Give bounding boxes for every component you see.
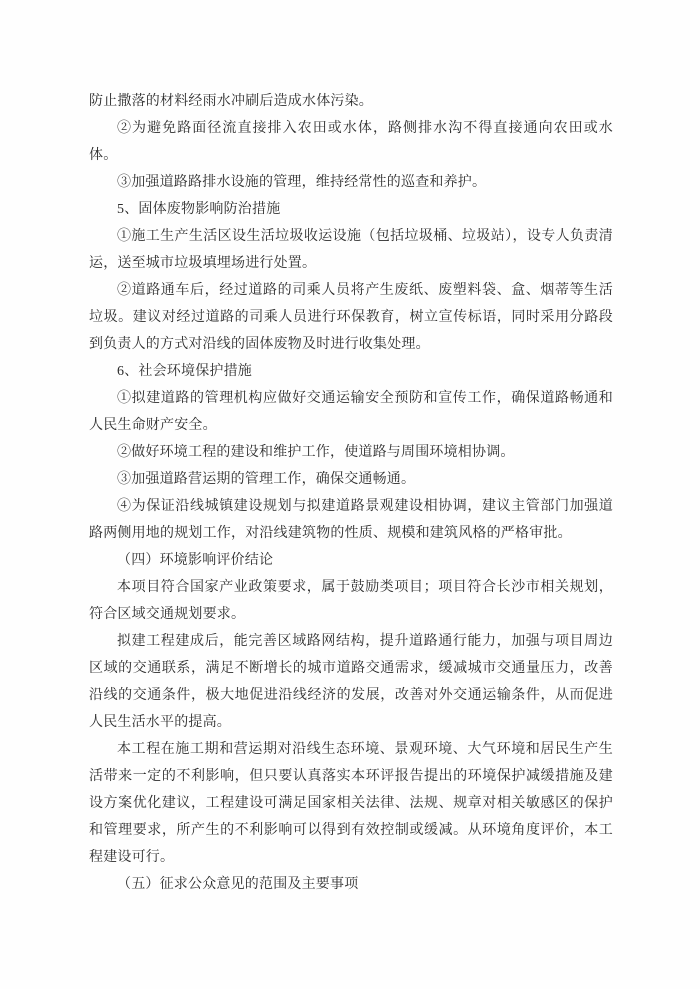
paragraph: 本项目符合国家产业政策要求，属于鼓励类项目；项目符合长沙市相关规划，符合区域交通规划要求。 xyxy=(89,580,613,622)
document-body xyxy=(89,88,613,898)
paragraph: ④为保证沿线城镇建设规划与拟建道路景观建设相协调，建议主管部门加强道路两侧用地的规划工作，对沿线建筑物的性质、规模和建筑风格的严格审批。 xyxy=(89,499,613,541)
paragraph: ③加强道路营运期的管理工作，确保交通畅通。 xyxy=(117,472,416,487)
paragraph: 拟建工程建成后，能完善区域路网结构，提升道路通行能力，加强与项目周边区域的交通联系，满足不断增长的城市道路交通需求，缓减城市交通量压力，改善沿线的交通条件，极大地促进沿线经济的发展，改善对外交通运输条件，从而促进人民生活水平的提高。 xyxy=(89,634,613,730)
section-heading: （四）环境影响评价结论 xyxy=(117,553,274,568)
paragraph: ②做好环境工程的建设和维护工作，使道路与周围环境相协调。 xyxy=(117,445,515,460)
paragraph: ②为避免路面径流直接排入农田或水体，路侧排水沟不得直接通向农田或水体。 xyxy=(89,121,613,163)
paragraph: 本工程在施工期和营运期对沿线生态环境、景观环境、大气环境和居民生产生活带来一定的不利影响，但只要认真落实本环评报告提出的环境保护减缓措施及建设方案优化建议，工程建设可满足国家相关法律、法规、规章对相关敏感区的保护和管理要求，所产生的不利影响可以得到有效控制或缓减。从环境角度评价，本工程建设可行。 xyxy=(89,742,613,865)
paragraph: ②道路通车后，经过道路的司乘人员将产生废纸、废塑料袋、盒、烟蒂等生活垃圾。建议对经过道路的司乘人员进行环保教育，树立宣传标语，同时采用分路段到负责人的方式对沿线的固体废物及时进行收集处理。 xyxy=(89,283,613,352)
paragraph: ③加强道路路排水设施的管理，维持经常性的巡查和养护。 xyxy=(117,175,487,190)
paragraph: ①施工生产生活区设生活垃圾收运设施（包括垃圾桶、垃圾站），设专人负责清运，送至城市垃圾填埋场进行处置。 xyxy=(89,229,613,271)
paragraph: 防止撒落的材料经雨水冲刷后造成水体污染。 xyxy=(89,94,373,109)
section-heading: （五）征求公众意见的范围及主要事项 xyxy=(117,877,359,892)
section-heading: 6、社会环境保护措施 xyxy=(117,364,252,379)
section-heading: 5、固体废物影响防治措施 xyxy=(117,202,281,217)
paragraph: ①拟建道路的管理机构应做好交通运输安全预防和宣传工作，确保道路畅通和人民生命财产安全。 xyxy=(89,391,613,433)
